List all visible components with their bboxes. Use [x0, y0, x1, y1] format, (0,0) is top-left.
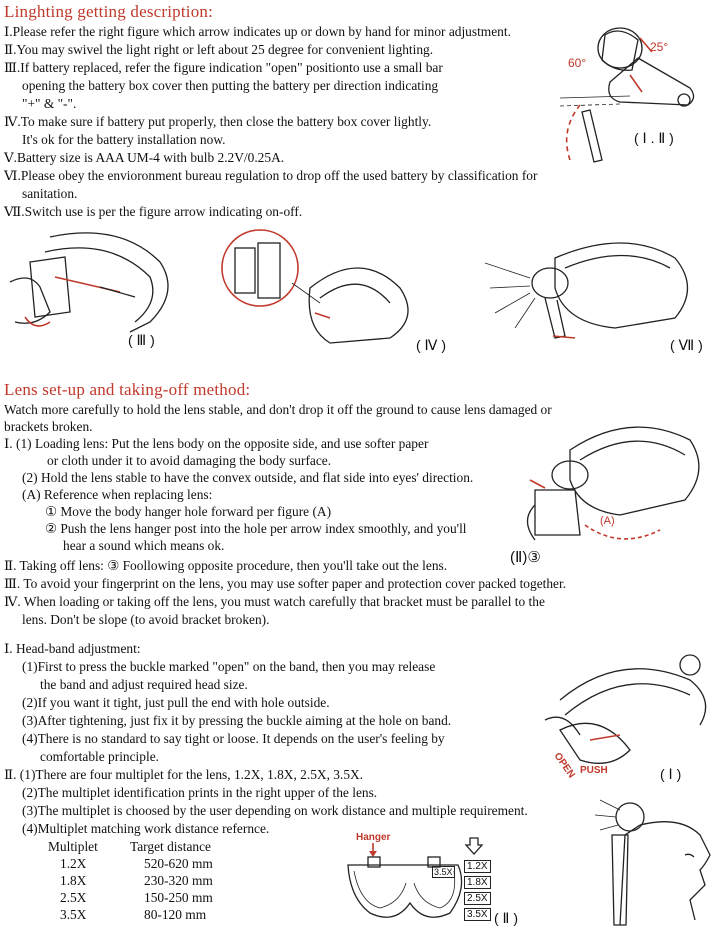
figure-head-profile — [590, 795, 715, 930]
band-line-6: (4)There is no standard to say tight or loose. It depends on the user's feeling by — [22, 731, 445, 746]
lens-line-11: lens. Don't be slope (to avoid bracket broken). — [22, 612, 270, 627]
figure-battery-open — [10, 222, 190, 352]
instruction-4-cont: It's ok for the battery installation now. — [22, 132, 226, 147]
lens-intro-1: Watch more carefully to hold the lens stable, and don't drop it off the ground to cause lens damaged or — [4, 402, 552, 417]
multiplet-box-4: 3.5X — [464, 908, 491, 921]
figure-lens-multiplet — [340, 843, 480, 928]
band-line-5: (3)After tightening, just fix it by pressing the buckle aiming at the hole on band. — [22, 713, 452, 728]
instruction-3-cont-2: "+" & "-". — [22, 96, 77, 111]
lens-line-1: Ⅰ. (1) Loading lens: Put the lens body on the opposite side, and use softer paper — [4, 436, 429, 451]
figure-caption-lens-2: ( Ⅱ ) — [494, 910, 518, 926]
figure-battery-close — [220, 228, 440, 358]
table-cell: 80-120 mm — [144, 906, 207, 922]
figure-caption-7: ( Ⅶ ) — [670, 337, 703, 353]
figure-caption-4: ( Ⅳ ) — [416, 337, 447, 353]
figure-a-label: (A) — [600, 515, 615, 527]
table-row — [48, 906, 213, 923]
hanger-label: Hanger — [356, 832, 391, 843]
table-row — [48, 889, 213, 906]
figure-caption-1-2: ( Ⅰ . Ⅱ ) — [634, 130, 674, 146]
multiplet-box-3: 2.5X — [464, 892, 491, 905]
lens-line-4: (A) Reference when replacing lens: — [22, 487, 213, 502]
table-cell: 1.8X — [60, 872, 87, 888]
figure-caption-2-3: (Ⅱ)③ — [510, 549, 541, 566]
multiplet-line-1: Ⅱ. (1)There are four multiplet for the lens, 1.2X, 1.8X, 2.5X, 3.5X. — [4, 767, 364, 782]
lens-line-3: (2) Hold the lens stable to have the convex outside, and flat side into eyes' direction. — [22, 470, 474, 485]
multiplet-line-4: (4)Multiplet matching work distance refernce. — [22, 821, 270, 836]
table-cell: 150-250 mm — [144, 889, 213, 905]
multiplet-table — [48, 838, 213, 923]
table-cell: 2.5X — [60, 889, 87, 905]
figure-caption-3: ( Ⅲ ) — [128, 332, 155, 348]
instruction-1: Ⅰ.Please refer the right figure which arrow indicates up or down by hand for minor adjustment. — [4, 24, 511, 39]
lens-line-10: Ⅳ. When loading or taking off the lens, you must watch carefully that bracket must be parallel to the — [4, 594, 545, 609]
table-header: Multiplet — [48, 838, 98, 854]
lens-line-7: hear a sound which means ok. — [63, 538, 225, 553]
angle-60-label: 60° — [568, 56, 587, 70]
lens-line-6: ② Push the lens hanger post into the hole per arrow index smoothly, and you'll — [45, 521, 467, 536]
table-cell: 1.2X — [60, 855, 87, 871]
band-line-4: (2)If you want it tight, just pull the end with hole outside. — [22, 695, 330, 710]
instruction-3-cont-1: opening the battery box cover then putting the battery per direction indicating — [22, 78, 439, 93]
instruction-4: Ⅳ.To make sure if battery put properly, then close the battery box cover lightly. — [4, 114, 432, 129]
instruction-6: Ⅵ.Please obey the envioronment bureau regulation to drop off the used battery by classification for — [4, 168, 538, 183]
table-cell: 3.5X — [60, 906, 87, 922]
lens-line-5: ① Move the body hanger hole forward per figure (A) — [45, 504, 332, 519]
instruction-3: Ⅲ.If battery replaced, refer the figure indication "open" positionto use a small bar — [4, 60, 443, 75]
lens-line-8: Ⅱ. Taking off lens: ③ Foollowing opposite procedure, then you'll take out the lens. — [4, 558, 448, 573]
table-row — [48, 872, 213, 889]
lens-mark: 3.5X — [434, 867, 453, 877]
lens-intro-2: brackets broken. — [4, 419, 93, 434]
band-line-2: (1)First to press the buckle marked "open" on the band, then you may release — [22, 659, 436, 674]
figure-switch — [485, 228, 710, 348]
push-label: PUSH — [580, 765, 608, 776]
band-line-3: the band and adjust required head size. — [40, 677, 248, 692]
open-label: OPEN — [551, 750, 577, 781]
table-header-row — [48, 838, 213, 855]
down-arrow-icon — [464, 836, 484, 856]
table-header: Target distance — [130, 838, 211, 854]
multiplet-box-2: 1.8X — [464, 876, 491, 889]
instruction-2: Ⅱ.You may swivel the light right or left about 25 degree for convenient lighting. — [4, 42, 434, 57]
instruction-7: Ⅶ.Switch use is per the figure arrow indicating on-off. — [4, 204, 303, 219]
table-row — [48, 855, 213, 872]
band-line-7: comfortable principle. — [40, 749, 159, 764]
figure-caption-band-1: ( Ⅰ ) — [660, 766, 682, 782]
angle-25-label: 25° — [650, 40, 669, 54]
section-title-lighting: Linghting getting description: — [4, 2, 214, 21]
band-line-1: Ⅰ. Head-band adjustment: — [4, 641, 141, 656]
multiplet-box-1: 1.2X — [464, 860, 491, 873]
lens-line-9: Ⅲ. To avoid your fingerprint on the lens, you may use softer paper and protection cover packed together. — [4, 576, 567, 591]
table-cell: 230-320 mm — [144, 872, 213, 888]
lens-line-2: or cloth under it to avoid damaging the body surface. — [47, 453, 332, 468]
instruction-5: Ⅴ.Battery size is AAA UM-4 with bulb 2.2V/0.25A. — [4, 150, 285, 165]
multiplet-line-2: (2)The multiplet identification prints in the right upper of the lens. — [22, 785, 378, 800]
multiplet-line-3: (3)The multiplet is choosed by the user depending on work distance and multiple requirement. — [22, 803, 528, 818]
section-title-lens: Lens set-up and taking-off method: — [4, 380, 251, 399]
figure-lens-loading — [510, 410, 710, 560]
table-cell: 520-620 mm — [144, 855, 213, 871]
instruction-6-cont: sanitation. — [22, 186, 78, 201]
